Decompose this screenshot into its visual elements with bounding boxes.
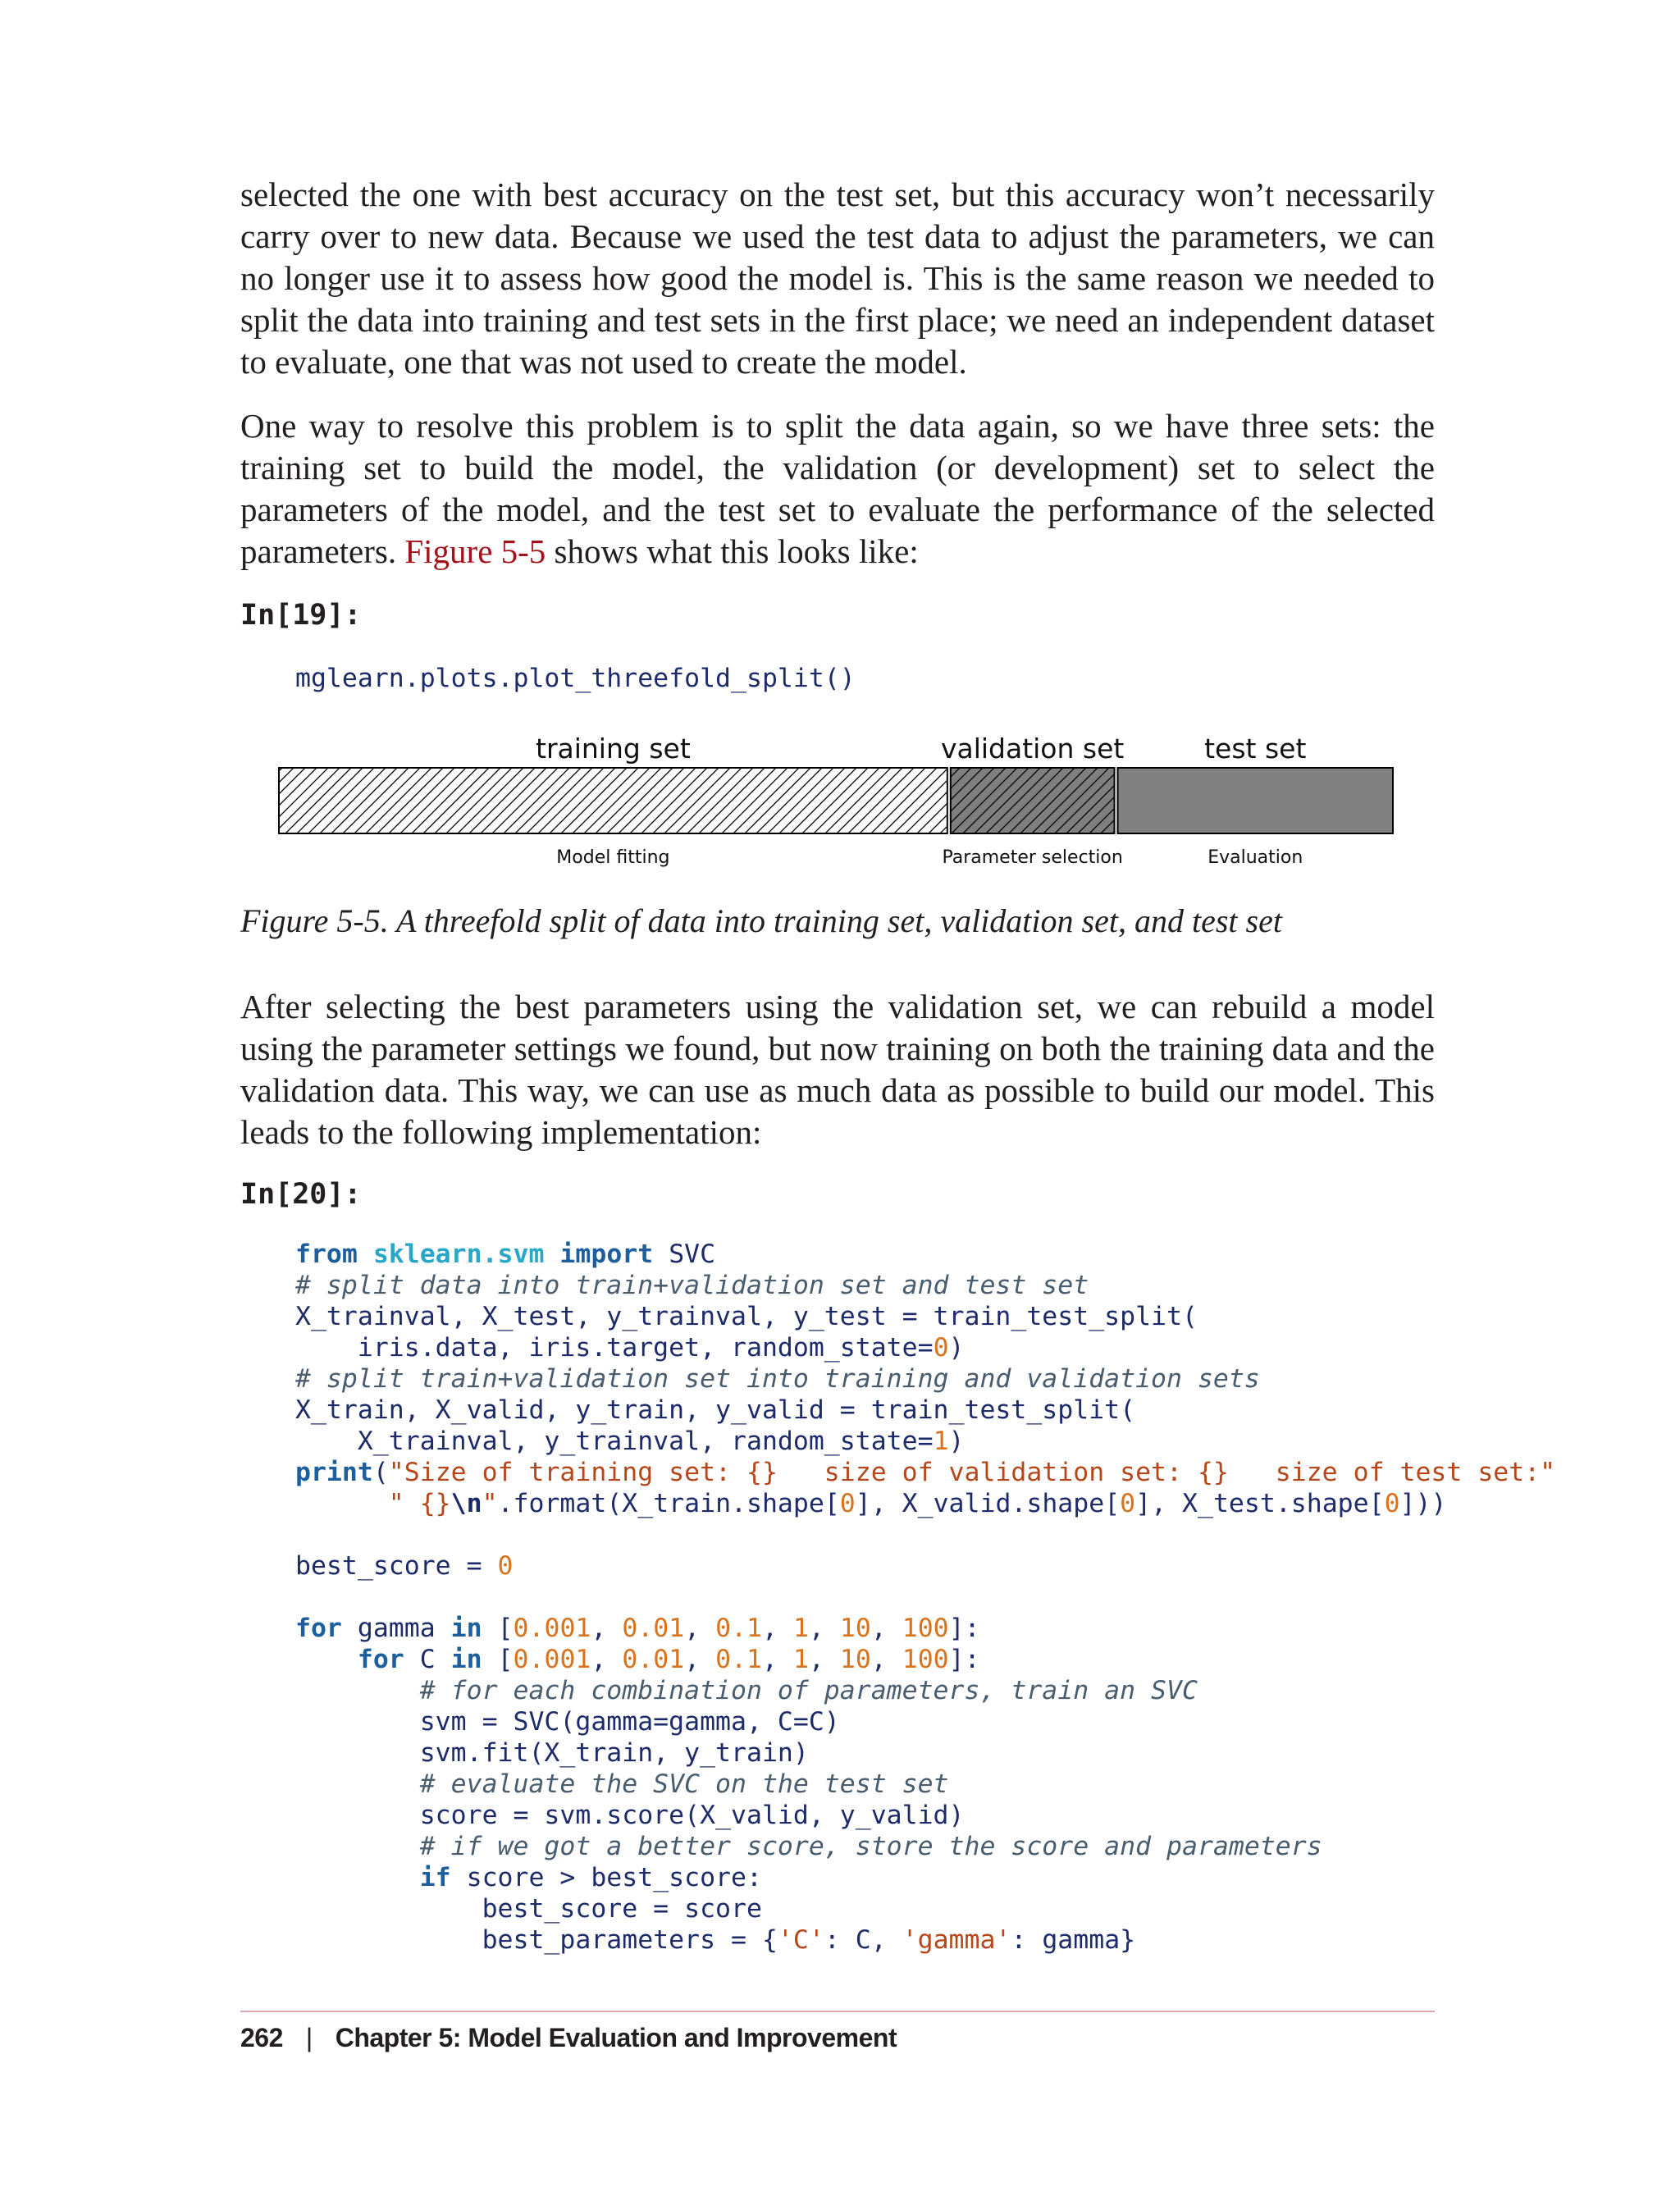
code-text: ) <box>948 1333 965 1363</box>
code-line-5-comment: # split train+validation set into training and validation sets <box>295 1364 1260 1394</box>
split-top-label: test set <box>1204 733 1307 765</box>
kw-for: for <box>295 1614 342 1643</box>
code-text: , <box>870 1645 902 1674</box>
kw-from: from <box>295 1239 358 1269</box>
code-number: 0 <box>497 1551 514 1581</box>
code-text: gamma <box>341 1614 451 1643</box>
code-number: 1 <box>792 1645 809 1674</box>
in20-prompt: In[20]: <box>240 1178 362 1211</box>
code-text: best_parameters = { <box>295 1925 778 1955</box>
code-text: X_trainval, y_trainval, random_state= <box>295 1427 934 1456</box>
code-line-17: svm.fit(X_train, y_train) <box>295 1738 809 1768</box>
code-text: ]: <box>948 1645 980 1674</box>
kw-in: in <box>450 1614 482 1643</box>
in19-code-line: mglearn.plots.plot_threefold_split() <box>295 664 856 693</box>
code-string: 'gamma' <box>902 1925 1011 1955</box>
figure-caption: Figure 5-5. A threefold split of data into training set, validation set, and test set <box>240 902 1282 939</box>
paragraph-2-text-a: One way to resolve this problem is to split the data again, so we have three sets: the training set to build the model, the validation (or development) set to select the parameters of the model, and the test set to evaluate the performance of the selected parameters. <box>240 407 1435 570</box>
code-text: .format(X_train.shape[ <box>497 1489 840 1518</box>
paragraph-1: selected the one with best accuracy on the test set, but this accuracy won’t necessarily carry over to new data. Because we used the test data to adjust the parameters, we can no longer use it to assess how good the model is. This is the same reason we needed to split the data into training and test sets in the first place; we need an independent dataset to evaluate, one that was not used to create the model. <box>240 176 1435 381</box>
in20-code-block <box>295 1239 1555 1956</box>
code-line-6: X_train, X_valid, y_train, y_valid = train_test_split( <box>295 1395 1136 1425</box>
code-number: 0.1 <box>715 1645 763 1674</box>
code-text: , <box>591 1614 623 1643</box>
code-text: , <box>762 1645 793 1674</box>
code-text: [ <box>482 1645 514 1674</box>
code-number: 0.01 <box>622 1645 685 1674</box>
code-text: score > best_score: <box>450 1863 762 1892</box>
code-indent <box>295 1863 420 1892</box>
code-line-14 <box>295 1644 1555 1675</box>
code-string: " {} <box>295 1489 451 1518</box>
gamma-values <box>514 1614 949 1643</box>
code-line-blank <box>295 1582 1555 1613</box>
code-line-4 <box>295 1332 1555 1363</box>
code-number: 0.01 <box>622 1614 685 1643</box>
code-text: ], X_test.shape[ <box>1135 1489 1385 1518</box>
page-footer <box>240 2023 897 2053</box>
code-line-16: svm = SVC(gamma=gamma, C=C) <box>295 1707 840 1737</box>
code-number: 0 <box>839 1489 856 1518</box>
code-number: 100 <box>902 1645 949 1674</box>
paragraph-2-text-b: shows what this looks like: <box>546 532 919 570</box>
code-text: ]: <box>948 1614 980 1643</box>
code-text: , <box>591 1645 623 1674</box>
code-line-2-comment: # split data into train+validation set and test set <box>295 1271 1089 1300</box>
kw-in: in <box>450 1645 482 1674</box>
code-line-8 <box>295 1457 1555 1488</box>
kw-print: print <box>295 1458 373 1487</box>
code-text: ])) <box>1399 1489 1447 1518</box>
code-line-11 <box>295 1550 1555 1582</box>
code-number: 0 <box>1384 1489 1400 1518</box>
code-string: 'C' <box>777 1925 824 1955</box>
split-bar-3 <box>1118 768 1394 833</box>
code-text: , <box>870 1614 902 1643</box>
code-text: C <box>404 1645 451 1674</box>
code-text: [ <box>482 1614 514 1643</box>
in19-prompt: In[19]: <box>240 599 362 632</box>
code-text: , <box>808 1645 840 1674</box>
code-line-13 <box>295 1613 1555 1644</box>
code-text: best_score = <box>295 1551 498 1581</box>
page-number: 262 <box>240 2023 283 2052</box>
code-line-20-comment: # if we got a better score, store the score and parameters <box>295 1832 1322 1861</box>
split-top-label: training set <box>536 733 691 765</box>
code-text: : gamma} <box>1011 1925 1136 1955</box>
code-text: , <box>684 1614 716 1643</box>
code-text: : C, <box>824 1925 902 1955</box>
split-bottom-label: Parameter selection <box>942 847 1123 868</box>
code-line-1 <box>295 1239 1555 1270</box>
import-target: SVC <box>669 1239 716 1269</box>
split-bottom-label: Evaluation <box>1208 847 1303 868</box>
code-line-22: best_score = score <box>295 1894 762 1924</box>
code-line-3: X_trainval, X_test, y_trainval, y_test = train_test_split( <box>295 1302 1198 1331</box>
footer-separator: | <box>305 2023 313 2052</box>
code-text: iris.data, iris.target, random_state= <box>295 1333 934 1363</box>
c-values <box>514 1645 949 1674</box>
code-text: , <box>762 1614 793 1643</box>
code-text: , <box>808 1614 840 1643</box>
code-line-15-comment: # for each combination of parameters, train an SVC <box>295 1676 1198 1705</box>
figure-5-5-link[interactable]: Figure 5-5 <box>404 532 546 570</box>
code-number: 100 <box>902 1614 949 1643</box>
code-number: 0 <box>1120 1489 1136 1518</box>
code-line-blank <box>295 1519 1555 1550</box>
code-text: ], X_valid.shape[ <box>855 1489 1121 1518</box>
code-escape: \n <box>450 1489 482 1518</box>
threefold-split-figure <box>271 722 1403 878</box>
code-line-23 <box>295 1924 1555 1956</box>
paragraph-3: After selecting the best parameters using the validation set, we can rebuild a model using the parameter settings we found, but now training on both the training data and the validation data. This way, we can use as much data as possible to build our model. This leads to the following implementation: <box>240 988 1435 1151</box>
in19-code <box>295 663 856 694</box>
chapter-title: Chapter 5: Model Evaluation and Improvement <box>335 2023 897 2052</box>
module-name: sklearn.svm <box>372 1239 545 1269</box>
kw-if: if <box>419 1863 451 1892</box>
kw-import: import <box>559 1239 654 1269</box>
split-bar-2 <box>951 768 1115 833</box>
code-line-19: score = svm.score(X_valid, y_valid) <box>295 1801 965 1830</box>
split-top-label: validation set <box>940 733 1125 765</box>
code-line-7 <box>295 1426 1555 1457</box>
code-number: 1 <box>933 1427 949 1456</box>
code-number: 10 <box>839 1645 871 1674</box>
kw-for: for <box>357 1645 404 1674</box>
code-string: " <box>482 1489 498 1518</box>
split-bottom-label: Model fitting <box>556 847 670 868</box>
code-string: "Size of training set: {} size of validation set: {} size of test set:" <box>388 1458 1556 1487</box>
paragraph-2 <box>240 405 1435 573</box>
code-line-18-comment: # evaluate the SVC on the test set <box>295 1769 949 1799</box>
code-number: 0.001 <box>513 1614 591 1643</box>
code-number: 1 <box>792 1614 809 1643</box>
code-text: ) <box>948 1427 965 1456</box>
code-number: 0 <box>933 1333 949 1363</box>
split-segments <box>279 733 1393 868</box>
code-text: ( <box>372 1458 389 1487</box>
code-line-21 <box>295 1862 1555 1893</box>
footer-rule <box>240 2011 1435 2012</box>
code-line-9 <box>295 1488 1555 1519</box>
split-bar-1 <box>279 768 947 833</box>
code-indent <box>295 1645 358 1674</box>
code-number: 10 <box>839 1614 871 1643</box>
code-text: , <box>684 1645 716 1674</box>
code-number: 0.1 <box>715 1614 763 1643</box>
code-number: 0.001 <box>513 1645 591 1674</box>
